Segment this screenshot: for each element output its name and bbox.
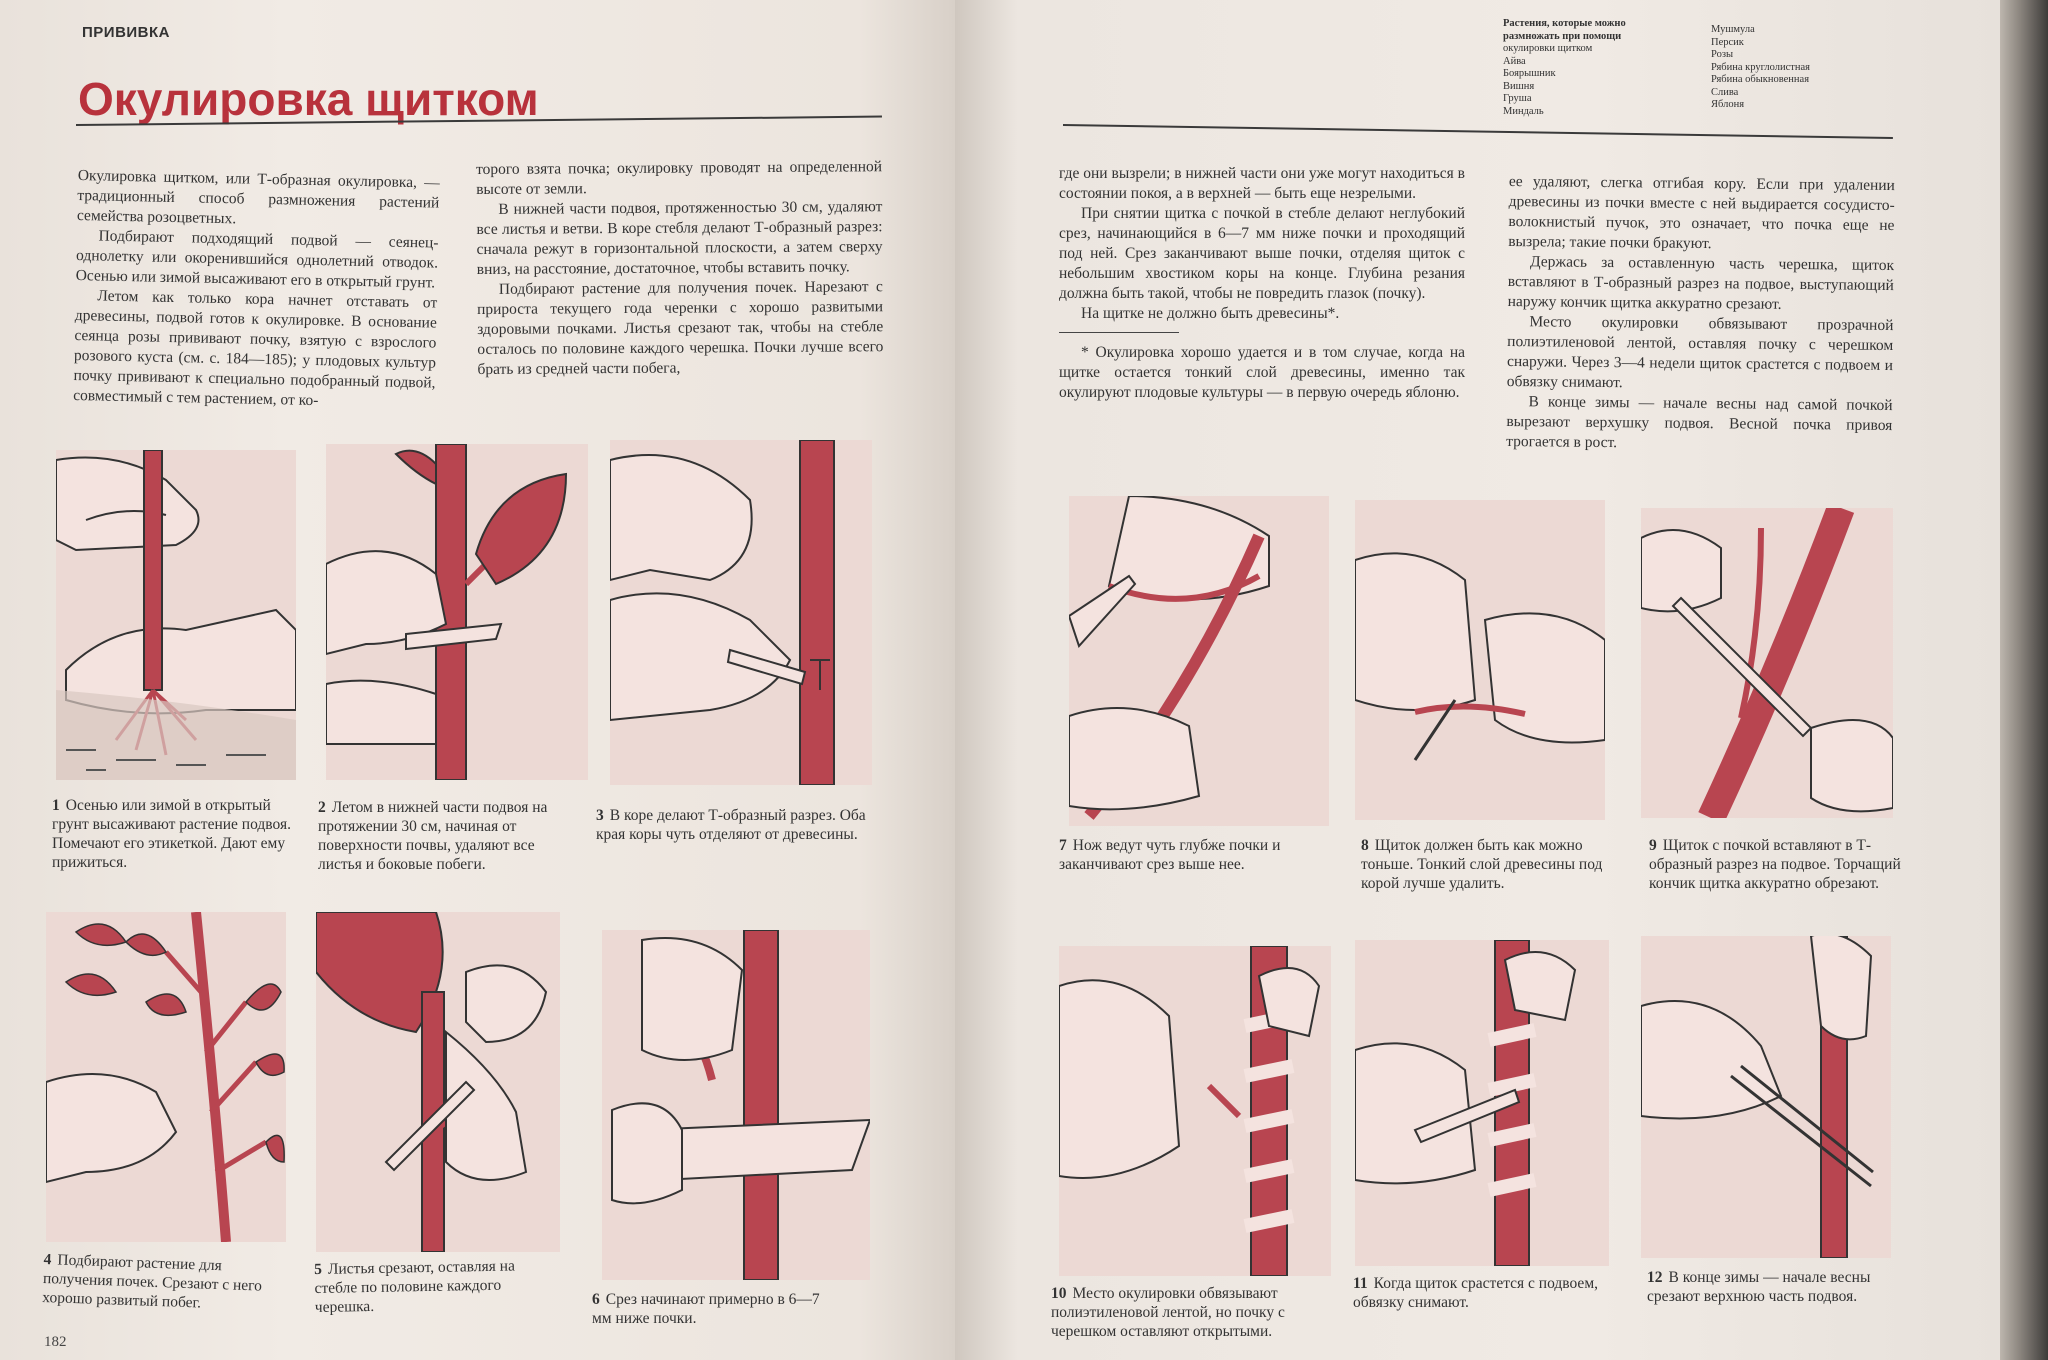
caption-7 <box>1059 836 1319 874</box>
header-rule <box>1063 124 1893 139</box>
plant-list-heading-line: Растения, которые можно <box>1503 18 1626 29</box>
illustration-9 <box>1641 508 1893 818</box>
caption-4 <box>42 1250 274 1315</box>
paragraph: При снятии щитка с почкой в стебле делают неглубокий срез, начинающийся в 6—7 мм ниже почки и проходящий под ней. Срез заканчивают выше почки, отделяя щиток с небольшим хвостиком коры на конце. Глубина резания должна быть такой, чтобы не повредить глазок (почку). <box>1059 205 1465 302</box>
caption-10 <box>1051 1284 1311 1341</box>
plant-list-box <box>1503 18 1626 118</box>
illustration-12 <box>1641 936 1891 1258</box>
illustration-5 <box>316 912 560 1252</box>
plant-list-item: Груша <box>1503 93 1532 104</box>
illustration-4 <box>46 912 286 1242</box>
caption-number: 11 <box>1353 1275 1368 1292</box>
caption-number: 9 <box>1649 837 1657 854</box>
plant-list-item: Розы <box>1711 49 1734 60</box>
caption-number: 3 <box>596 807 604 824</box>
caption-number: 1 <box>52 797 60 814</box>
caption-text: Щиток с почкой вставляют в Т-образный разрез на подвое. Торчащий кончик щитка аккуратно обрезают. <box>1649 837 1901 892</box>
left-page <box>0 0 955 1360</box>
caption-text: В конце зимы — начале весны срезают верхнюю часть подвоя. <box>1647 1269 1871 1305</box>
caption-number: 7 <box>1059 837 1067 854</box>
caption-6 <box>592 1290 832 1328</box>
caption-text: Нож ведут чуть глубже почки и заканчивают срез выше нее. <box>1059 837 1281 873</box>
plant-list-heading-line: размножать при помощи <box>1503 30 1622 42</box>
paragraph: В нижней части подвоя, протяженностью 30 см, удаляют все листья и ветви. В коре стебля делают Т-образный разрез: сначала режут в горизонтальной плоскости, а затем сверху вниз, на расстояние, достаточное, чтобы вставить почку. <box>476 198 883 278</box>
illustration-3 <box>610 440 872 785</box>
footnote-rule <box>1059 332 1179 333</box>
plant-list-item: Вишня <box>1503 80 1535 92</box>
caption-number: 2 <box>318 799 326 816</box>
caption-3 <box>596 806 876 844</box>
right-page <box>955 0 2000 1360</box>
caption-text: Место окулировки обвязывают полиэтиленовой лентой, но почку с черешком оставляют открытыми. <box>1051 1285 1285 1340</box>
illustration-10 <box>1059 946 1331 1276</box>
paragraph: торого взята почка; окулировку проводят на определенной высоте от земли. <box>476 158 883 198</box>
plant-list-item: Рябина круглолистная <box>1711 61 1810 73</box>
plant-list-item: Яблоня <box>1711 99 1745 110</box>
paragraph: На щитке не должно быть древесины*. <box>1081 305 1340 322</box>
caption-text: Осенью или зимой в открытый грунт высаживают растение подвоя. Помечают его этикеткой. Дают ему прижиться. <box>52 797 291 871</box>
paragraph: Подбирают подходящий подвой — сеянец-однолетку или окоренившийся однолетний отводок. Осенью или зимой высаживают его в открытый грунт. <box>75 227 439 292</box>
caption-number: 6 <box>592 1291 600 1308</box>
caption-5 <box>314 1256 555 1317</box>
caption-text: Щиток должен быть как можно тоньше. Тонкий слой древесины под корой лучше удалить. <box>1361 837 1603 892</box>
illustration-11 <box>1355 940 1609 1266</box>
caption-text: Листья срезают, оставляя на стебле по половине каждого черешка. <box>314 1257 516 1316</box>
caption-12 <box>1647 1268 1897 1306</box>
plant-list-heading-line: окулировки щитком <box>1503 43 1593 54</box>
illustration-6 <box>602 930 870 1280</box>
paragraph: Держась за оставленную часть черешка, щиток вставляют в Т-образный разрез на подвое, выступающий наружу кончик щитка аккуратно срезают. <box>1507 253 1895 313</box>
caption-number: 5 <box>314 1260 323 1278</box>
book-edge <box>2000 0 2048 1360</box>
caption-text: В коре делают Т-образный разрез. Оба края коры чуть отделяют от древесины. <box>596 807 866 843</box>
paragraph: Подбирают растение для получения почек. Нарезают с прироста текущего года черенки с хорошо развитыми здоровыми почками. Листья срезают так, чтобы на стебле осталось по половине каждого черешка. Почки лучше всего брать из средней части побега, <box>476 278 884 378</box>
plant-list-item: Персик <box>1711 36 1744 48</box>
plant-list-item: Боярышник <box>1503 68 1556 79</box>
caption-11 <box>1353 1274 1603 1312</box>
plant-list-item: Мушмула <box>1711 24 1755 35</box>
paragraph: ее удаляют, слегка отгибая кору. Если при удалении древесины из почки вместе с ней выдирается сосудисто-волокнистый пучок, это означает, что почка еще не вызрела; такие почки бракуют. <box>1508 172 1895 253</box>
text-column-2 <box>476 157 884 380</box>
caption-1 <box>52 796 292 872</box>
caption-9 <box>1649 836 1907 893</box>
caption-number: 12 <box>1647 1269 1663 1286</box>
page-number: 182 <box>44 1334 67 1350</box>
caption-text: Летом в нижней части подвоя на протяжении 30 см, начиная от поверхности почвы, удаляют все листья и боковые побеги. <box>318 799 548 873</box>
caption-number: 4 <box>43 1250 52 1269</box>
plant-list-item: Айва <box>1503 55 1526 67</box>
caption-text: Подбирают растение для получения почек. Срезают с него хорошо развитый побег. <box>42 1251 263 1312</box>
plant-list-item: Рябина обыкновенная <box>1711 74 1810 85</box>
caption-text: Когда щиток срастется с подвоем, обвязку снимают. <box>1353 1275 1598 1311</box>
illustration-7 <box>1069 496 1329 826</box>
paragraph: где они вызрели; в нижней части они уже могут находиться в состоянии покоя, а в верхней — быть еще незрелыми. <box>1059 165 1465 202</box>
caption-8 <box>1361 836 1611 893</box>
text-column-3 <box>1059 164 1465 403</box>
plant-list-item: Слива <box>1711 86 1739 98</box>
illustration-8 <box>1355 500 1605 820</box>
plant-list-item: Миндаль <box>1503 105 1544 117</box>
paragraph: Летом как только кора начнет отставать от древесины, подвой готов к окулировке. В основание сеянца розы прививают почку, взятую с взрослого розового куста (см. с. 184—185); у плодовых культур почку прививают к специально подобранный подвой, совместимый с тем растением, от ко- <box>73 287 438 410</box>
caption-text: Срез начинают примерно в 6—7 мм ниже почки. <box>592 1291 820 1327</box>
caption-number: 10 <box>1051 1285 1067 1302</box>
text-column-4 <box>1506 172 1895 456</box>
page-title: Окулировка щитком <box>78 73 539 125</box>
text-column-1 <box>73 166 440 414</box>
running-head: ПРИВИВКА <box>82 24 171 41</box>
caption-number: 8 <box>1361 837 1369 854</box>
illustration-2 <box>326 444 588 780</box>
footnote: * Окулировка хорошо удается и в том случае, когда на щитке остается тонкий слой древесины, именно так окулируют плодовые культуры — в первую очередь яблоню. <box>1059 344 1465 401</box>
paragraph: Место окулировки обвязывают прозрачной полиэтиленовой лентой, оставляя почку с черешком снаружи. Через 3—4 недели щиток срастется с подвоем и обвязку снимают. <box>1506 313 1894 392</box>
illustration-1 <box>56 450 296 780</box>
plant-list-box-2 <box>1711 24 1810 112</box>
caption-2 <box>318 798 568 874</box>
paragraph: Окулировка щитком, или Т-образная окулировка, — традиционный способ размножения растений семейства розоцветных. <box>76 166 440 228</box>
paragraph: В конце зимы — начале весны над самой почкой вырезают верхушку подвоя. Весной почка привоя трогается в рост. <box>1506 393 1893 452</box>
